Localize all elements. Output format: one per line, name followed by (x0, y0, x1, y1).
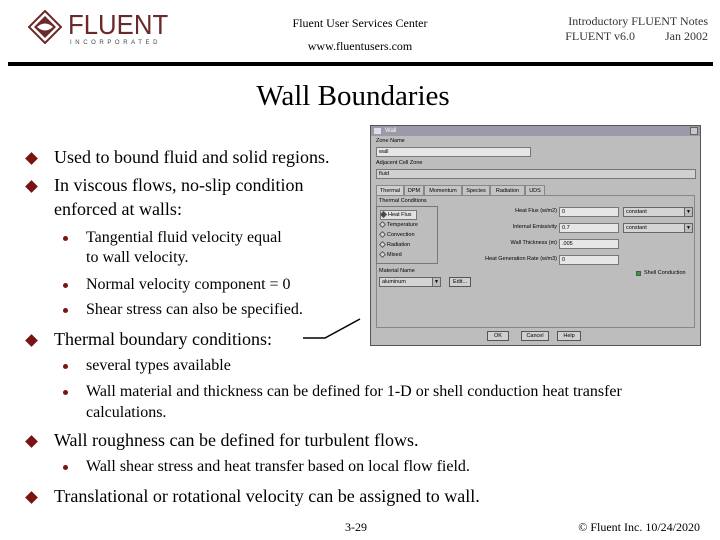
bullet-3-sub-2-line1: Wall material and thickness can be defined for 1-D or shell conduction heat transfer (86, 383, 622, 400)
bullet-3: Thermal boundary conditions: (54, 329, 272, 349)
header-divider (8, 62, 713, 66)
adjacent-zone-field: fluid (376, 169, 696, 179)
bullet-diamond-icon (25, 334, 38, 347)
sub-bullet-dot-icon (63, 364, 68, 369)
slide-title: Wall Boundaries (256, 80, 450, 112)
radio-selected-icon (380, 211, 387, 218)
material-name-label: Material Name (379, 268, 415, 274)
copyright: © Fluent Inc. 10/24/2020 (578, 520, 700, 534)
shell-conduction-label: Shell Conduction (644, 270, 686, 276)
edit-button[interactable]: Edit... (449, 277, 471, 287)
sub-bullet-dot-icon (63, 236, 68, 241)
bullet-5: Translational or rotational velocity can be assigned to wall. (54, 486, 480, 506)
option-label: Mixed (387, 252, 402, 258)
sub-bullet-dot-icon (63, 390, 68, 395)
tab-momentum[interactable]: Momentum (424, 185, 462, 195)
bullet-2-sub-1-line2: to wall velocity. (86, 249, 189, 266)
bullet-2-sub-1-line1: Tangential fluid velocity equal (86, 229, 282, 246)
dialog-title: Wall (385, 128, 397, 134)
bullet-diamond-icon (25, 180, 38, 193)
option-mixed[interactable] (380, 251, 402, 259)
zone-name-label: Zone Name (376, 138, 405, 144)
chevron-down-icon: ▼ (432, 278, 440, 286)
material-value: aluminum (382, 279, 406, 285)
bullet-1: Used to bound fluid and solid regions. (54, 147, 330, 167)
bullet-2-sub-3: Shear stress can also be specified. (86, 301, 303, 318)
help-button[interactable]: Help (557, 331, 581, 341)
page-number: 3-29 (345, 520, 367, 534)
chevron-down-icon: ▼ (684, 224, 692, 232)
emissivity-method-select[interactable] (623, 223, 693, 233)
heat-generation-input[interactable]: 0 (559, 255, 619, 265)
option-convection[interactable] (380, 231, 415, 239)
radio-icon (379, 231, 386, 238)
dialog-titlebar (371, 126, 700, 136)
option-temperature[interactable] (380, 221, 418, 229)
thermal-conditions-group (376, 206, 438, 264)
radio-icon (379, 241, 386, 248)
field-label-heat-flux: Heat Flux (w/m2) (515, 208, 557, 214)
logo-mark-icon (28, 10, 62, 44)
option-heat-flux[interactable] (380, 210, 417, 220)
header-center-url: www.fluentusers.com (307, 39, 413, 53)
fluent-logo (28, 10, 168, 50)
thermal-conditions-label: Thermal Conditions (379, 198, 427, 204)
bullet-diamond-icon (25, 152, 38, 165)
bullet-3-sub-1: several types available (86, 357, 231, 374)
shell-conduction-checkbox[interactable] (636, 271, 641, 276)
material-select[interactable] (379, 277, 441, 287)
tab-radiation[interactable]: Radiation (490, 185, 525, 195)
cancel-button[interactable]: Cancel (521, 331, 549, 341)
option-label: Heat Flux (388, 212, 412, 218)
option-label: Convection (387, 232, 415, 238)
header-version: FLUENT v6.0 (565, 29, 635, 43)
header-right-title: Introductory FLUENT Notes (568, 14, 708, 28)
header-date: Jan 2002 (665, 29, 708, 43)
tab-uds[interactable]: UDS (525, 185, 545, 195)
header-right-version-line (565, 29, 708, 44)
bullet-diamond-icon (25, 435, 38, 448)
heat-flux-input[interactable]: 0 (559, 207, 619, 217)
sub-bullet-dot-icon (63, 465, 68, 470)
zone-name-input[interactable]: wall (376, 147, 531, 157)
radio-icon (379, 251, 386, 258)
option-radiation[interactable] (380, 241, 410, 249)
close-icon[interactable] (690, 127, 698, 135)
radio-icon (379, 221, 386, 228)
option-label: Temperature (387, 222, 418, 228)
sub-bullet-dot-icon (63, 308, 68, 313)
tab-thermal[interactable]: Thermal (376, 185, 404, 195)
field-label-emissivity: Internal Emissivity (512, 224, 557, 230)
logo-subtitle: INCORPORATED (70, 40, 162, 46)
wall-thickness-input[interactable]: .005 (559, 239, 619, 249)
bullet-2-line2: enforced at walls: (54, 199, 182, 219)
window-icon (374, 128, 381, 134)
method-value: constant (626, 225, 647, 231)
callout-pointer-line (303, 317, 363, 343)
sub-bullet-dot-icon (63, 283, 68, 288)
field-label-wall-thickness: Wall Thickness (m) (510, 240, 557, 246)
bullet-diamond-icon (25, 491, 38, 504)
bullet-2-line1: In viscous flows, no-slip condition (54, 175, 304, 195)
ok-button[interactable]: OK (487, 331, 509, 341)
method-value: constant (626, 209, 647, 215)
bullet-4: Wall roughness can be defined for turbulent flows. (54, 430, 419, 450)
wall-dialog (370, 125, 701, 346)
heat-flux-method-select[interactable] (623, 207, 693, 217)
bullet-3-sub-2-line2: calculations. (86, 404, 167, 421)
header-right (565, 14, 708, 44)
logo-text: FLUENT (68, 9, 169, 40)
tab-dpm[interactable]: DPM (404, 185, 424, 195)
tab-species[interactable]: Species (462, 185, 490, 195)
bullet-2-sub-2: Normal velocity component = 0 (86, 276, 291, 293)
option-label: Radiation (387, 242, 411, 248)
header-center-title: Fluent User Services Center (292, 16, 428, 30)
field-label-heat-generation: Heat Generation Rate (w/m3) (485, 256, 557, 262)
emissivity-input[interactable]: 0.7 (559, 223, 619, 233)
chevron-down-icon: ▼ (684, 208, 692, 216)
bullet-4-sub-1: Wall shear stress and heat transfer based on local flow field. (86, 458, 470, 475)
adjacent-zone-label: Adjacent Cell Zone (376, 160, 423, 166)
